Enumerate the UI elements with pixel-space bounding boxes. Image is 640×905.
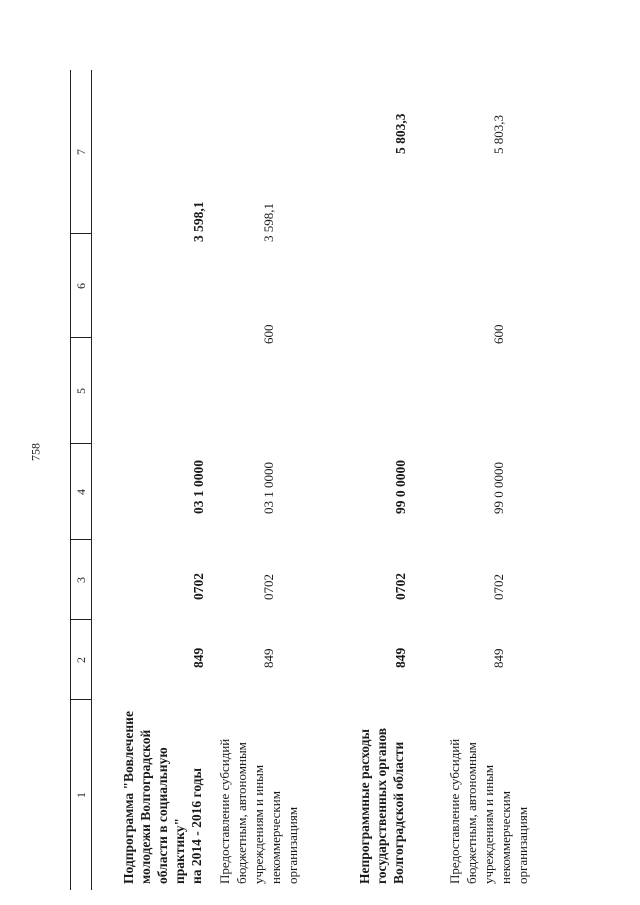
header-col-1: 1 <box>74 792 88 798</box>
table-header <box>70 70 92 890</box>
row-3-col-2: 849 <box>393 647 408 668</box>
row-4-col-7: 5 803,3 <box>491 115 506 154</box>
page-number: 758 <box>28 443 43 461</box>
row-3-col-4: 99 0 0000 <box>393 460 408 514</box>
header-col-2: 2 <box>74 657 88 663</box>
row-4-col-5: 600 <box>491 324 506 344</box>
row-2-col-2: 849 <box>261 648 276 668</box>
row-3-col-3: 0702 <box>393 573 408 600</box>
row-2-col-5: 600 <box>261 324 276 344</box>
row-3-col-7: 5 803,3 <box>393 113 408 154</box>
budget-table <box>70 70 630 890</box>
row-1-col-6: 3 598,1 <box>191 201 206 242</box>
header-col-7: 7 <box>74 149 88 155</box>
row-1-col-3: 0702 <box>191 573 206 600</box>
header-col-6: 6 <box>74 283 88 289</box>
header-col-5: 5 <box>74 388 88 394</box>
row-3-name: Непрограммные расходы государственных органов Волгоградской области <box>357 727 406 884</box>
row-4-col-2: 849 <box>491 648 506 668</box>
header-col-4: 4 <box>74 489 88 495</box>
row-2-col-6: 3 598,1 <box>261 203 276 242</box>
header-col-3: 3 <box>74 577 88 583</box>
row-2-col-3: 0702 <box>261 574 276 600</box>
row-4-name: Предоставление субсидий бюджетным, автономным учреждениям и иным некоммерческим организациям <box>447 738 530 884</box>
row-2-col-4: 03 1 0000 <box>261 462 276 514</box>
row-1-name: Подпрограмма "Вовлечение молодежи Волгоградской области в социальную практику" на 2014 - 2016 годы <box>121 711 204 884</box>
row-4-col-4: 99 0 0000 <box>491 462 506 514</box>
row-2-name: Предоставление субсидий бюджетным, автономным учреждениям и иным некоммерческим организациям <box>217 738 300 884</box>
row-1-col-2: 849 <box>191 647 206 668</box>
row-1-col-4: 03 1 0000 <box>191 460 206 514</box>
row-4-col-3: 0702 <box>491 574 506 600</box>
